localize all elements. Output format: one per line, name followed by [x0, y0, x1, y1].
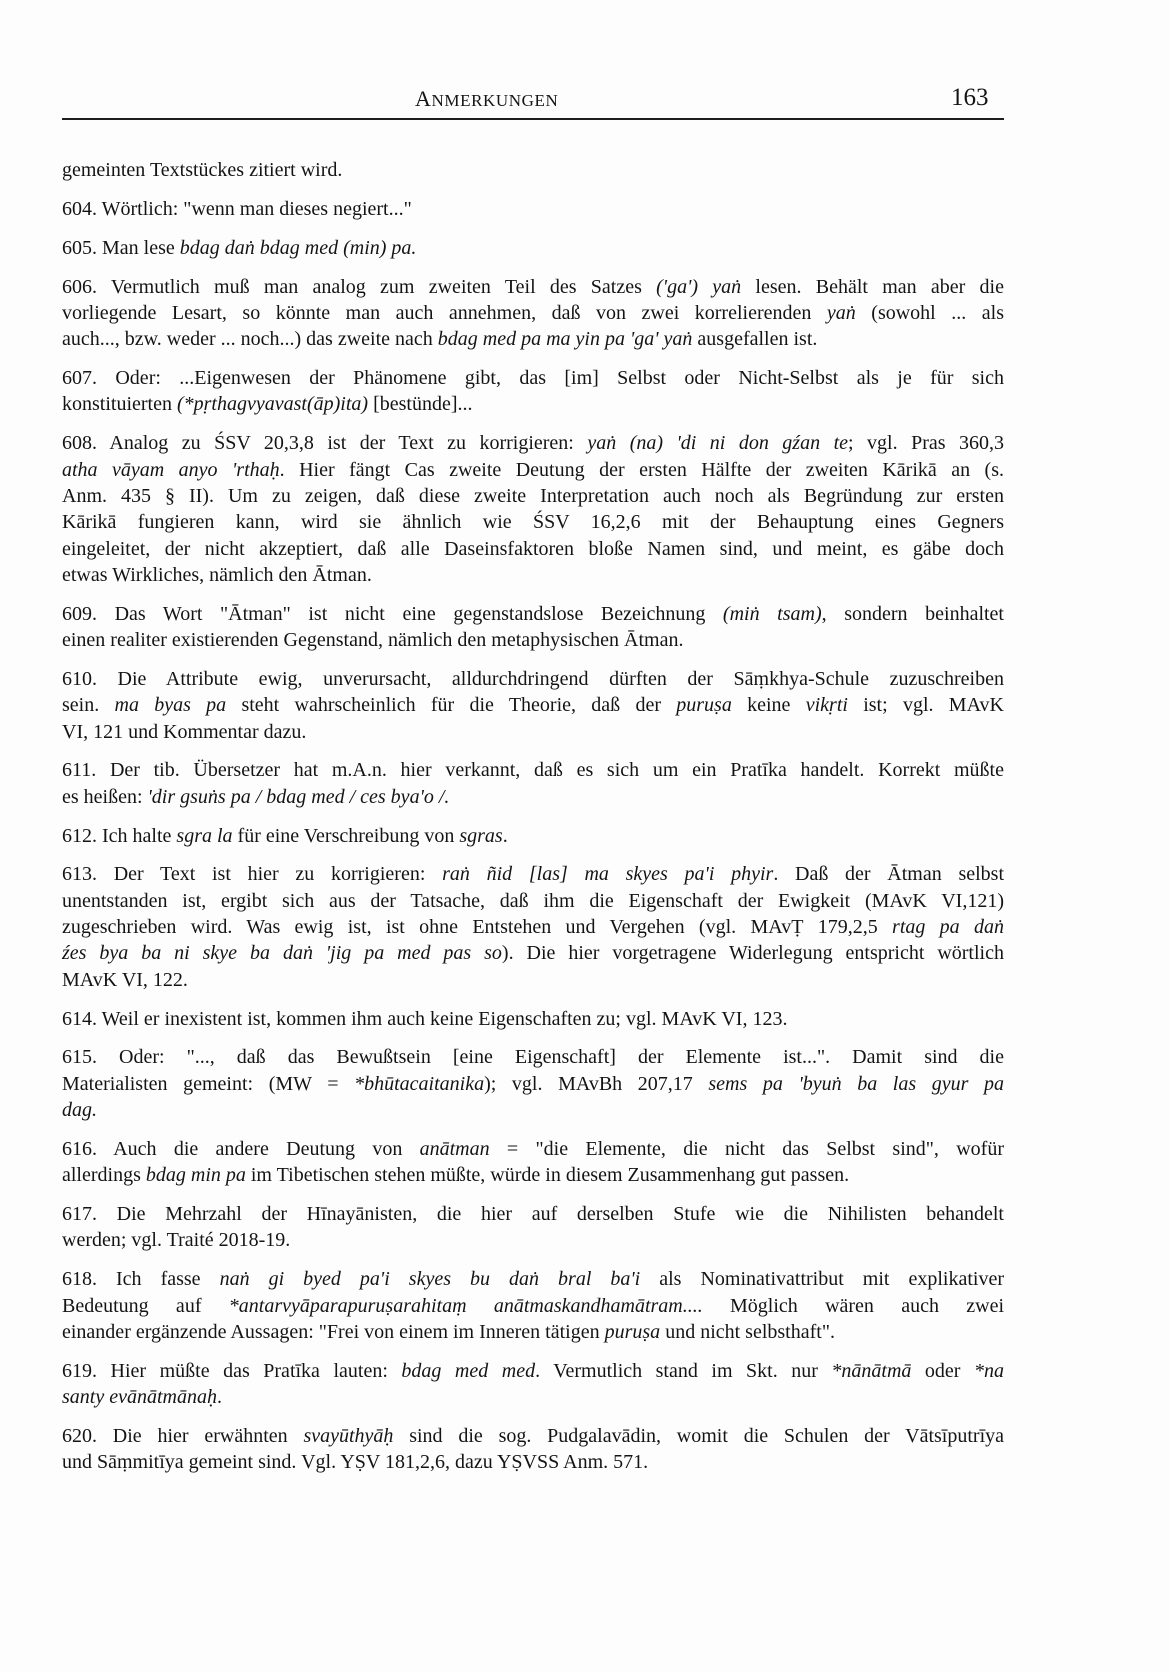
note-text: ); vgl. MAvBh 207,17 [484, 1072, 709, 1095]
note-line [62, 1006, 1004, 1032]
note-text: für eine Verschreibung von [232, 824, 460, 847]
note-text: 605. Man lese [62, 236, 180, 259]
note-line [62, 365, 1004, 391]
note-line [62, 967, 1004, 993]
note-text-italic: *antarvyāparapuruṣarahitaṃ anātmaskandhamātram.... [228, 1294, 703, 1317]
note-text-italic: bdag med pa ma yin pa 'ga' yaṅ [437, 328, 693, 351]
note-text: ausgefallen ist. [692, 328, 818, 351]
note-line [62, 157, 1004, 183]
note-line [62, 457, 1004, 483]
note-line [62, 1227, 1004, 1253]
note-text: . [216, 1386, 222, 1409]
note-paragraph [62, 274, 1004, 353]
note-text-italic: santy evānātmānaḥ [62, 1386, 217, 1409]
note-text: 604. Wörtlich: "wenn man dieses negiert..." [62, 197, 412, 220]
note-text-italic: *na [974, 1359, 1004, 1382]
note-text: 607. Oder: ...Eigenwesen der Phänomene gibt, das [im] Selbst oder Nicht-Selbst als je für sich [62, 367, 1004, 390]
note-line [62, 719, 1004, 745]
note-text: sein. [62, 694, 115, 717]
note-text: oder [911, 1359, 974, 1382]
note-text-italic: źes bya ba ni skye ba daṅ 'jig pa med pas so [62, 942, 502, 965]
note-text: [bestünde]... [368, 393, 473, 416]
note-text: gemeinten Textstückes zitiert wird. [62, 159, 343, 181]
note-text: zugeschrieben wird. Was ewig ist, ist ohne Entstehen und Vergehen (vgl. MAvṬ 179,2,5 [62, 916, 893, 939]
note-text-italic: (miṅ tsam) [722, 602, 822, 625]
note-paragraph [62, 365, 1004, 418]
note-line [62, 888, 1004, 914]
note-paragraph [62, 666, 1004, 745]
note-paragraph [62, 1044, 1004, 1123]
page-number: 163 [951, 84, 989, 111]
note-text: es heißen: [62, 785, 148, 808]
note-line [62, 601, 1004, 627]
note-text: auch..., bzw. weder ... noch...) das zweite nach [62, 328, 438, 351]
note-text: lesen. Behält man aber die [741, 275, 1004, 298]
note-line [62, 914, 1004, 940]
note-text-italic: vikṛti [805, 694, 848, 717]
note-text: 606. Vermutlich muß man analog zum zweiten Teil des Satzes [62, 275, 657, 298]
note-line [62, 1136, 1004, 1162]
note-paragraph [62, 601, 1004, 654]
note-text-italic: (*pṛthagvyavast(āp)ita) [176, 393, 369, 416]
note-text: 620. Die hier erwähnten [62, 1424, 304, 1447]
note-line [62, 326, 1004, 352]
note-text: und nicht selbsthaft". [660, 1320, 835, 1343]
note-text-italic: sgras [459, 824, 503, 847]
note-text: 616. Auch die andere Deutung von [62, 1137, 420, 1160]
note-text: einen realiter existierenden Gegenstand, nämlich den metaphysischen Ātman. [62, 629, 684, 652]
note-text: . Hier fängt Cas zweite Deutung der ersten Hälfte der zweiten Kārikā an (s. [279, 458, 1004, 481]
note-line [62, 784, 1004, 810]
note-text-italic: puruṣa [604, 1320, 661, 1343]
running-title: ANMERKUNGEN [415, 86, 559, 111]
note-line [62, 536, 1004, 562]
note-paragraph [62, 757, 1004, 810]
note-line [62, 274, 1004, 300]
note-text: etwas Wirkliches, nämlich den Ātman. [62, 563, 372, 586]
note-text: Materialisten gemeint: (MW = [62, 1072, 355, 1095]
note-text: 618. Ich fasse [62, 1268, 220, 1291]
note-text: 609. Das Wort "Ātman" ist nicht eine gegenstandslose Bezeichnung [62, 602, 723, 625]
note-text: 617. Die Mehrzahl der Hīnayānisten, die hier auf derselben Stufe wie die Nihilisten behandelt [62, 1203, 1004, 1226]
note-text-italic: svayūthyāḥ [303, 1424, 394, 1447]
note-text: Anm. 435 § II). Um zu zeigen, daß diese zweite Interpretation auch noch als Begründung zur ersten [62, 484, 1004, 507]
note-text: MAvK VI, 122. [62, 968, 188, 991]
note-paragraph [62, 235, 1004, 261]
note-text: sind die sog. Pudgalavādin, womit die Schulen der Vātsīputrīya [393, 1424, 1004, 1447]
note-text: im Tibetischen stehen müßte, würde in diesem Zusammenhang gut passen. [245, 1164, 850, 1187]
note-line [62, 1384, 1004, 1410]
note-text: (sowohl ... als [855, 301, 1004, 324]
note-line [62, 391, 1004, 417]
note-text-italic: anātman [419, 1137, 490, 1160]
note-paragraph [62, 1266, 1004, 1345]
note-text-italic: dag. [62, 1099, 97, 1122]
note-text: allerdings [62, 1164, 146, 1187]
note-line [62, 757, 1004, 783]
note-text: 610. Die Attribute ewig, unverursacht, alldurchdringend dürften der Sāṃkhya-Schule zuzuschreiben [62, 667, 1004, 690]
note-paragraph [62, 196, 1004, 222]
note-text-italic: *nānātmā [831, 1359, 912, 1382]
note-paragraph [62, 1423, 1004, 1476]
note-text-italic: bdag med med [401, 1359, 536, 1382]
note-text: steht wahrscheinlich für die Theorie, daß der [226, 694, 677, 717]
note-line [62, 300, 1004, 326]
note-text-italic: sgra la [176, 824, 233, 847]
note-text: als Nominativattribut mit explikativer [640, 1268, 1004, 1291]
note-paragraph [62, 861, 1004, 992]
note-text: eingeleitet, der nicht akzeptiert, daß alle Daseinsfaktoren bloße Namen sind, und meint, es gäbe doch [62, 537, 1004, 560]
note-line [62, 562, 1004, 588]
note-text: einander ergänzende Aussagen: "Frei von einem im Inneren tätigen [62, 1320, 605, 1343]
note-paragraph [62, 1201, 1004, 1254]
note-text: keine [731, 694, 806, 717]
note-text: 614. Weil er inexistent ist, kommen ihm auch keine Eigenschaften zu; vgl. MAvK VI, 123. [62, 1007, 788, 1030]
note-paragraph [62, 1136, 1004, 1189]
note-text-italic: yaṅ [826, 301, 856, 324]
note-line [62, 627, 1004, 653]
note-text-italic: naṅ gi byed pa'i skyes bu daṅ bral ba'i [219, 1268, 641, 1291]
note-line [62, 483, 1004, 509]
note-line [62, 1162, 1004, 1188]
note-line [62, 1293, 1004, 1319]
note-line [62, 1449, 1004, 1475]
note-line [62, 666, 1004, 692]
note-paragraph [62, 157, 1004, 183]
note-line [62, 1097, 1004, 1123]
note-text: 619. Hier müßte das Pratīka lauten: [62, 1359, 402, 1382]
note-line [62, 1358, 1004, 1384]
note-line [62, 1201, 1004, 1227]
note-text: Bedeutung auf [62, 1294, 229, 1317]
note-text-italic: bdag daṅ bdag med (min) pa. [179, 236, 417, 259]
note-text: Möglich wären auch zwei [702, 1294, 1005, 1317]
note-line [62, 823, 1004, 849]
note-line [62, 196, 1004, 222]
note-text-italic: ('ga') yaṅ [656, 275, 742, 298]
note-text: . Daß der Ātman selbst [773, 863, 1004, 886]
note-text-italic: 'dir gsuṅs pa / bdag med / ces bya'o /. [147, 785, 450, 808]
note-line [62, 940, 1004, 966]
note-text: VI, 121 und Kommentar dazu. [62, 720, 307, 743]
note-paragraph [62, 823, 1004, 849]
note-text: 608. Analog zu ŚSV 20,3,8 ist der Text zu korrigieren: [62, 432, 588, 455]
note-text: ). Die hier vorgetragene Widerlegung entspricht wörtlich [501, 942, 1004, 965]
note-text: 615. Oder: "..., daß das Bewußtsein [eine Eigenschaft] der Elemente ist...". Damit sind die [62, 1046, 1004, 1069]
note-text-italic: yaṅ (na) 'di ni don gźan te [587, 432, 849, 455]
note-line [62, 1044, 1004, 1070]
note-line [62, 861, 1004, 887]
note-text: . Vermutlich stand im Skt. nur [535, 1359, 832, 1382]
note-line [62, 1266, 1004, 1292]
note-paragraph [62, 430, 1004, 588]
note-text: konstituierten [62, 393, 177, 416]
note-line [62, 1423, 1004, 1449]
note-text-italic: *bhūtacaitanika [354, 1072, 485, 1095]
note-line [62, 692, 1004, 718]
note-text: Kārikā fungieren kann, wird sie ähnlich wie ŚSV 16,2,6 mit der Behauptung eines Gegners [62, 511, 1004, 534]
note-text: = "die Elemente, die nicht das Selbst sind", wofür [489, 1137, 1004, 1160]
note-text-italic: raṅ ñid [las] ma skyes pa'i phyir [442, 863, 774, 886]
note-text-italic: sems pa 'byuṅ ba las gyur pa [708, 1072, 1004, 1095]
note-paragraph [62, 1006, 1004, 1032]
note-text: . [502, 824, 508, 847]
note-text: vorliegende Lesart, so könnte man auch annehmen, daß von zwei korrelierenden [62, 301, 827, 324]
note-text: unentstanden ist, ergibt sich aus der Tatsache, daß ihm die Eigenschaft der Ewigkeit (MAvK VI,121) [62, 889, 1004, 912]
note-line [62, 235, 1004, 261]
note-line [62, 509, 1004, 535]
note-text-italic: atha vāyam anyo 'rthaḥ [62, 458, 280, 481]
note-text: werden; vgl. Traité 2018-19. [62, 1229, 291, 1252]
note-text: , sondern beinhaltet [821, 602, 1004, 625]
note-text: 611. Der tib. Übersetzer hat m.A.n. hier verkannt, daß es sich um ein Pratīka handelt. Korrekt müßte [62, 759, 1004, 782]
note-text: und Sāṃmitīya gemeint sind. Vgl. YṢV 181,2,6, dazu YṢVSS Anm. 571. [62, 1451, 649, 1474]
note-line [62, 430, 1004, 456]
note-line [62, 1319, 1004, 1345]
note-text: ; vgl. Pras 360,3 [848, 432, 1004, 455]
note-paragraph [62, 1358, 1004, 1411]
note-text-italic: rtag pa daṅ [892, 916, 1004, 939]
note-text: 613. Der Text ist hier zu korrigieren: [62, 863, 443, 886]
note-text-italic: bdag min pa [145, 1164, 246, 1187]
note-text-italic: puruṣa [676, 694, 732, 717]
note-text: ist; vgl. MAvK [847, 694, 1004, 717]
notes-body [62, 157, 1004, 1476]
header-rule [62, 118, 1004, 120]
note-text-italic: ma byas pa [114, 694, 227, 717]
note-text: 612. Ich halte [62, 824, 177, 847]
note-line [62, 1071, 1004, 1097]
